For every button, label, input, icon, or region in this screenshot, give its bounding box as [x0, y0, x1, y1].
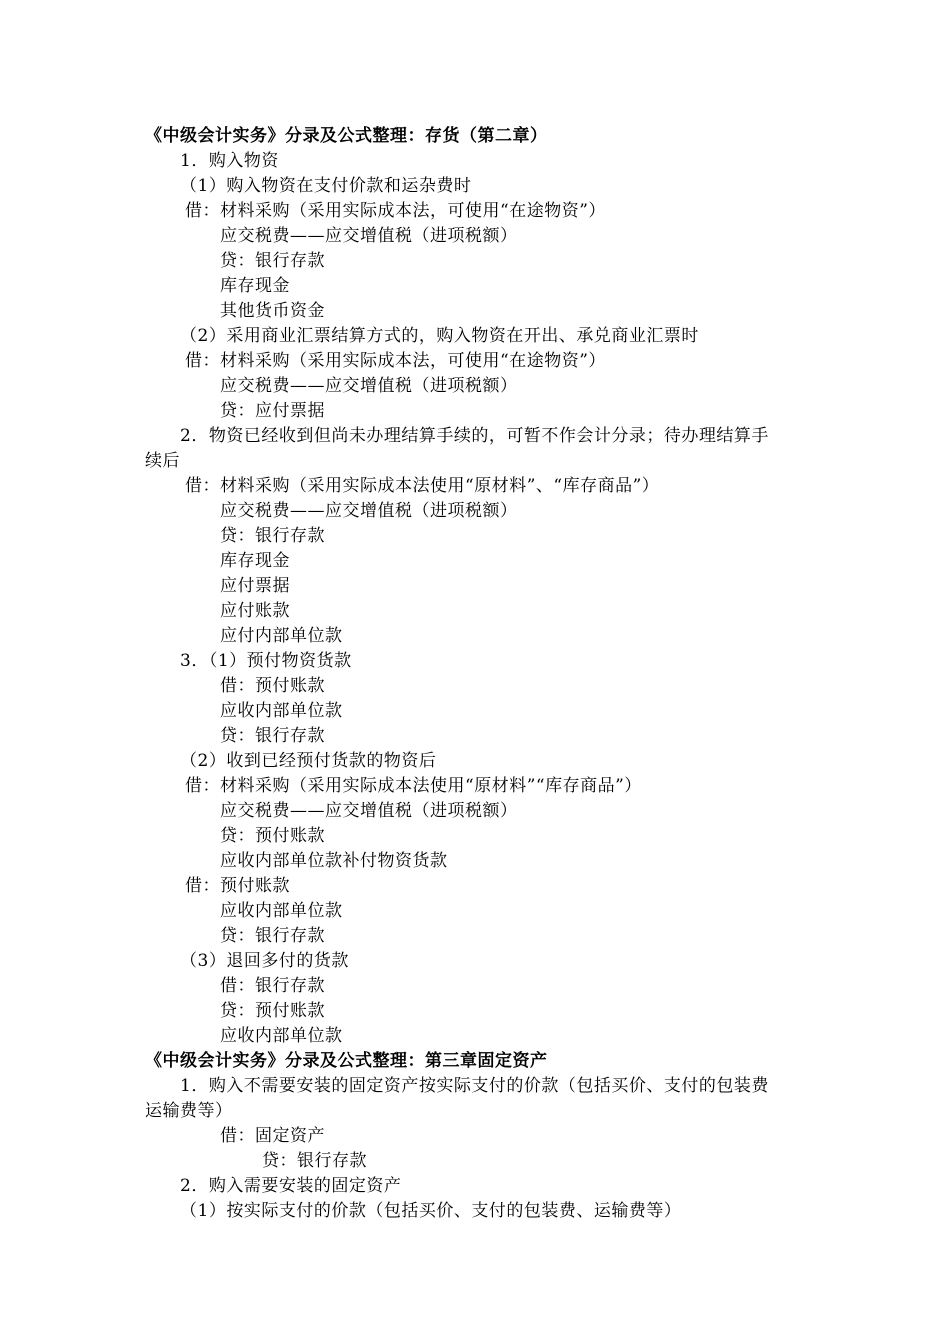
entry-line: 应交税费——应交增值税（进项税额） — [220, 226, 518, 246]
section-line: 3．（1）预付物资货款 — [180, 651, 352, 671]
entry-line: 库存现金 — [220, 551, 290, 571]
debit-line: 借：材料采购（采用实际成本法使用“原材料”、“库存商品”） — [185, 476, 660, 496]
subsection-line: （1）按实际支付的价款（包括买价、支付的包装费、运输费等） — [180, 1201, 682, 1221]
section-line: 1．购入不需要安装的固定资产按实际支付的价款（包括买价、支付的包装费 — [180, 1076, 769, 1096]
debit-line: 借：银行存款 — [220, 976, 325, 996]
entry-line: 应收内部单位款补付物资货款 — [220, 851, 448, 871]
credit-line: 贷：银行存款 — [220, 526, 325, 546]
section-purchase-materials: 1．购入物资 — [180, 151, 279, 171]
section-line-continued: 续后 — [145, 451, 180, 471]
debit-line: 借：预付账款 — [185, 876, 290, 896]
debit-line: 借：固定资产 — [220, 1126, 325, 1146]
entry-line: 应收内部单位款 — [220, 901, 343, 921]
entry-line: 应付账款 — [220, 601, 290, 621]
debit-line: 借：预付账款 — [220, 676, 325, 696]
section-line: 2．购入需要安装的固定资产 — [180, 1176, 402, 1196]
entry-line: 应付票据 — [220, 576, 290, 596]
credit-line: 贷：银行存款 — [220, 251, 325, 271]
entry-line: 其他货币资金 — [220, 301, 325, 321]
credit-line: 贷：银行存款 — [220, 926, 325, 946]
subsection-line: （2）采用商业汇票结算方式的，购入物资在开出、承兑商业汇票时 — [180, 326, 699, 346]
entry-line: 应交税费——应交增值税（进项税额） — [220, 801, 518, 821]
section-line-continued: 运输费等） — [145, 1101, 233, 1121]
subsection-line: （2）收到已经预付货款的物资后 — [180, 751, 437, 771]
entry-line: 应收内部单位款 — [220, 1026, 343, 1046]
debit-line: 借：材料采购（采用实际成本法，可使用“在途物资”） — [185, 351, 606, 371]
entry-line: 应交税费——应交增值税（进项税额） — [220, 376, 518, 396]
entry-line: 应收内部单位款 — [220, 701, 343, 721]
debit-line: 借：材料采购（采用实际成本法使用“原材料”“库存商品”） — [185, 776, 642, 796]
credit-line: 贷：应付票据 — [220, 401, 325, 421]
credit-line: 贷：银行存款 — [220, 726, 325, 746]
entry-line: 应交税费——应交增值税（进项税额） — [220, 501, 518, 521]
entry-line: 库存现金 — [220, 276, 290, 296]
entry-line: 应付内部单位款 — [220, 626, 343, 646]
subsection-line: （3）退回多付的货款 — [180, 951, 349, 971]
chapter-heading-inventory: 《中级会计实务》分录及公式整理：存货（第二章） — [145, 126, 548, 146]
credit-line: 贷：银行存款 — [262, 1151, 367, 1171]
chapter-heading-fixed-assets: 《中级会计实务》分录及公式整理：第三章固定资产 — [145, 1051, 548, 1071]
section-line: 2．物资已经收到但尚未办理结算手续的，可暂不作会计分录；待办理结算手 — [180, 426, 769, 446]
subsection-line: （1）购入物资在支付价款和运杂费时 — [180, 176, 472, 196]
credit-line: 贷：预付账款 — [220, 1001, 325, 1021]
debit-line: 借：材料采购（采用实际成本法，可使用“在途物资”） — [185, 201, 606, 221]
credit-line: 贷：预付账款 — [220, 826, 325, 846]
